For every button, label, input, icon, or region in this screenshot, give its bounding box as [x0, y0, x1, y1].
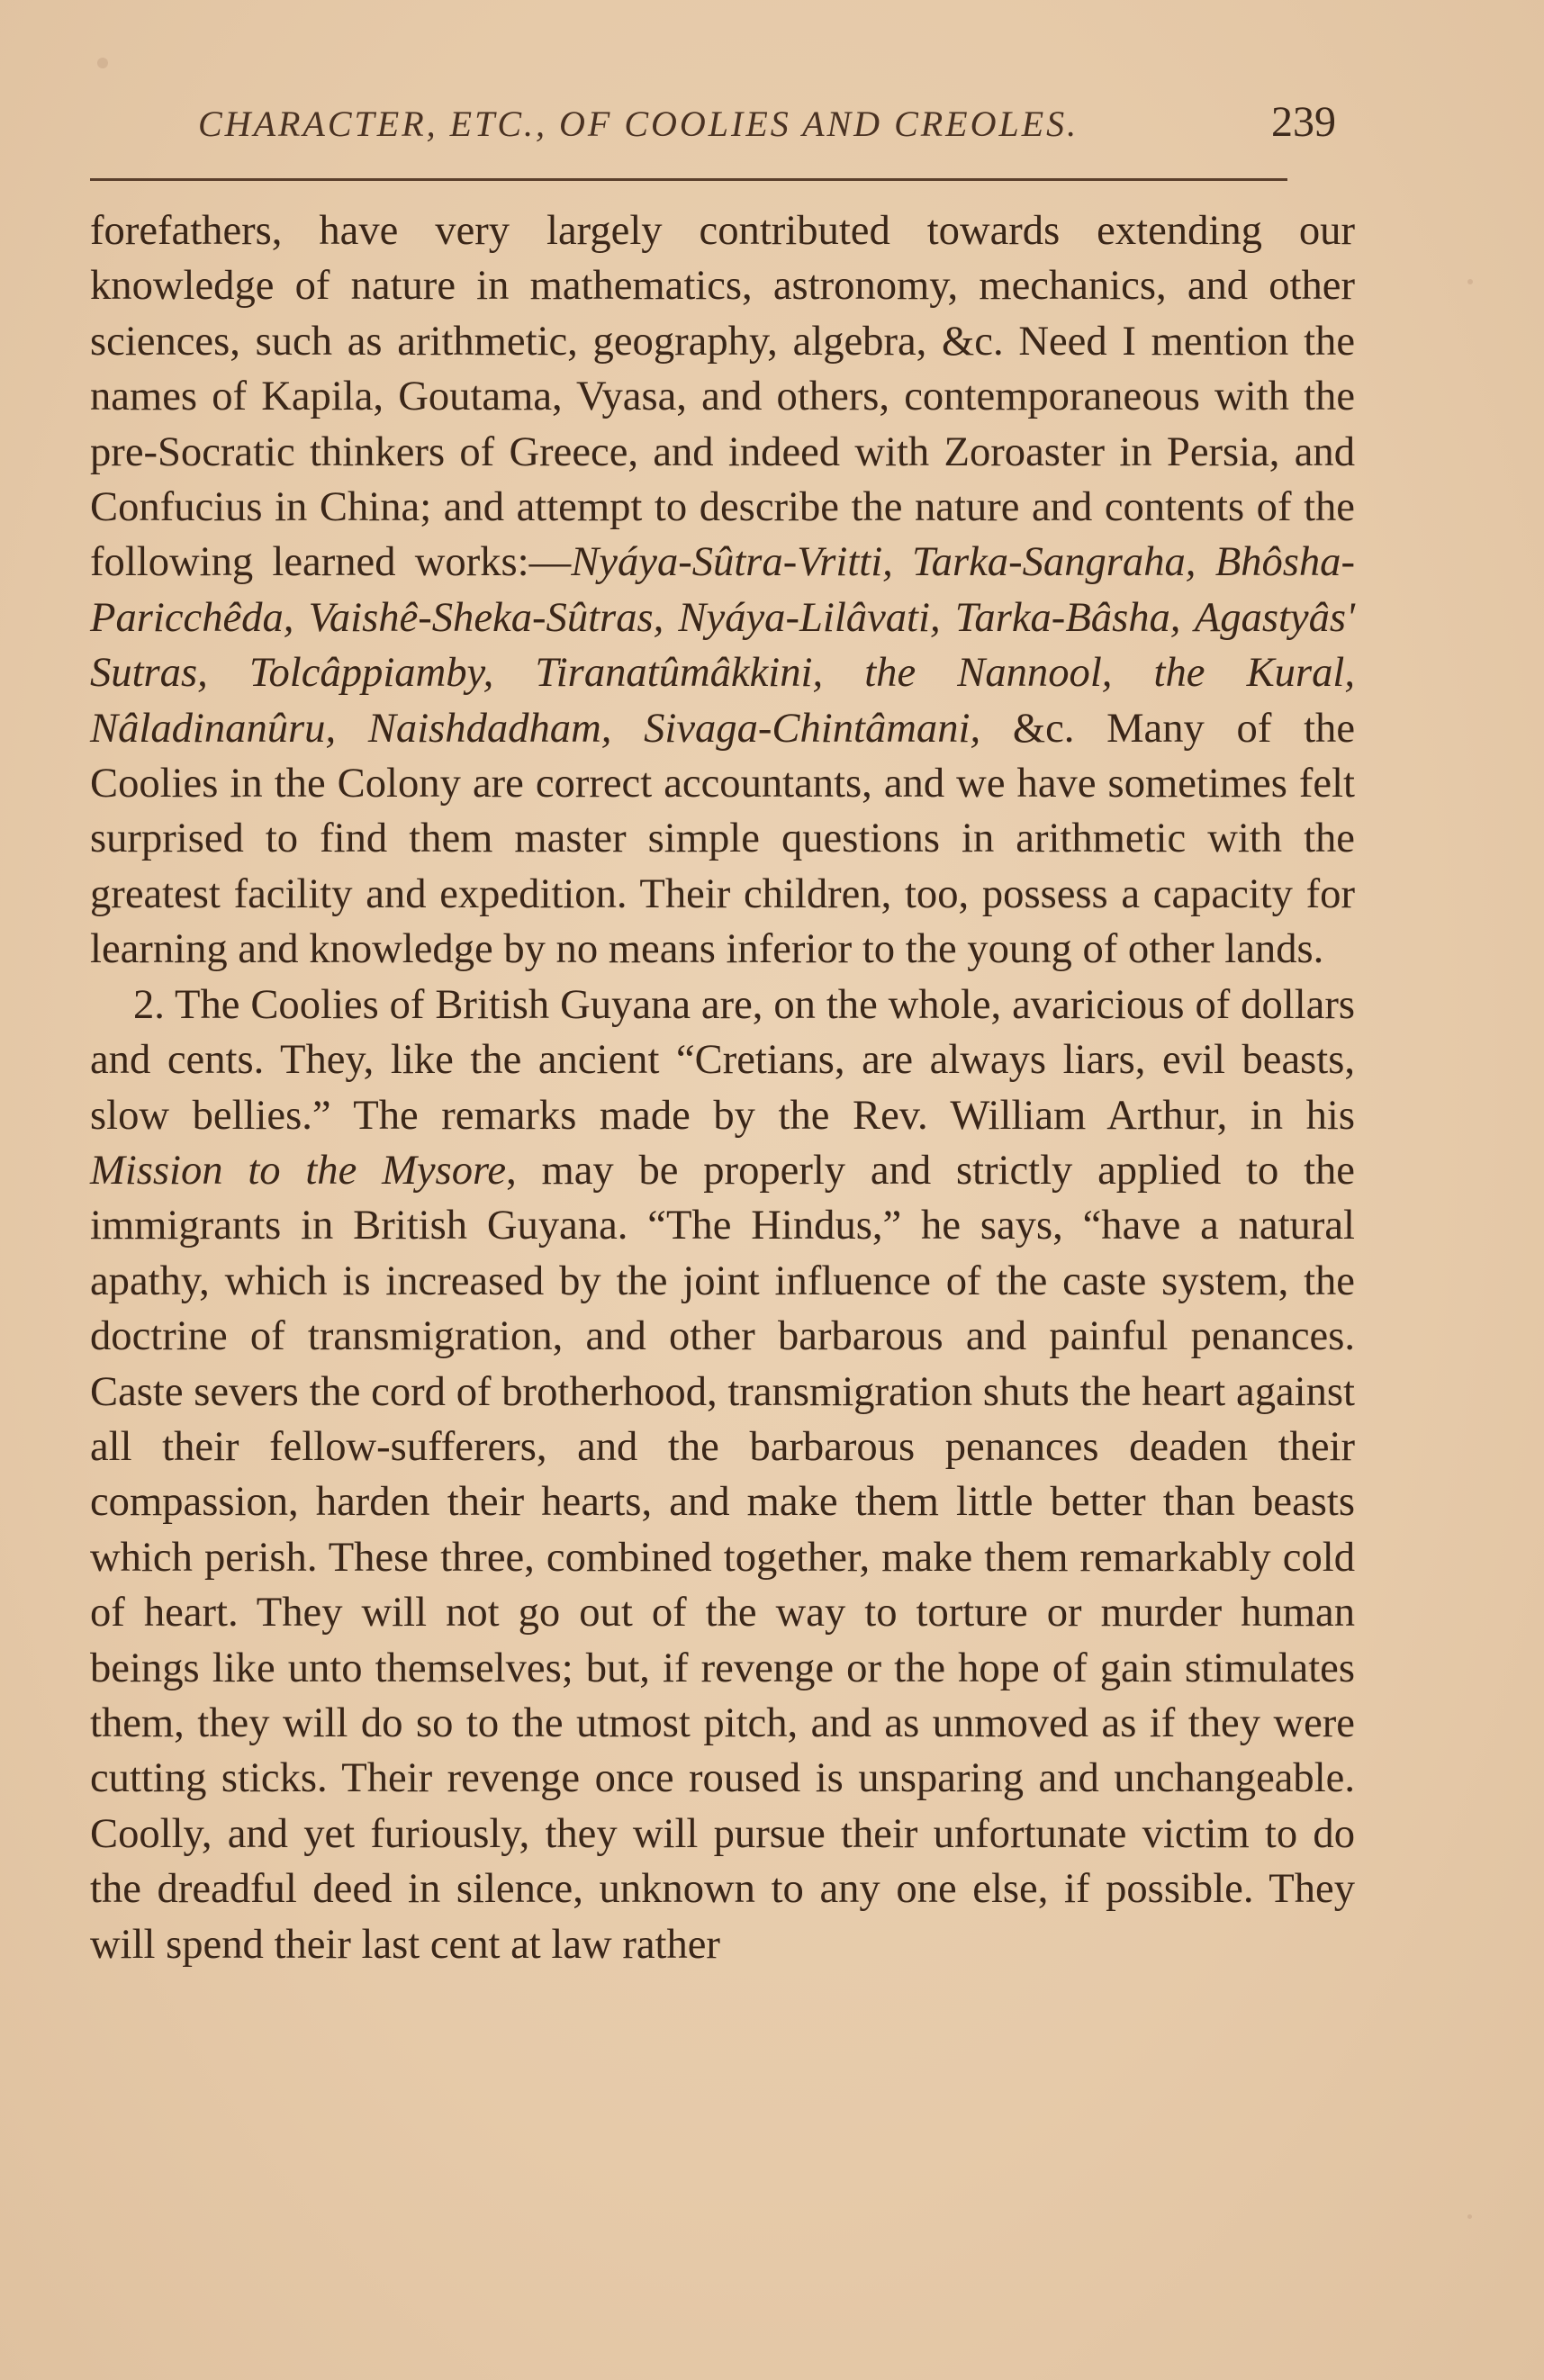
paragraph-2-continuation: , may be properly and strictly applied to the immigrants in British Guyana. “The Hindus,” he says, “have a natural apathy, which is increased by the joint influence of the caste system, the doctrine of transmigration, and other barbarous and painful penances. Caste severs the cord of brotherhood, transmigration shuts the heart against all their fellow-sufferers, and the barbarous penances deaden their compassion, harden their hearts, and make them little better than beasts which perish. These three, combined together, make them remarkably cold of heart. They will not go out of the way to torture or murder human beings like unto themselves; but, if revenge or the hope of gain stimulates them, they will do so to the utmost pitch, and as unmoved as if they were cutting sticks. Their revenge once roused is unsparing and unchangeable. Coolly, and yet furiously, they will pursue their unfortunate victim to do the dreadful deed in silence, unknown to any one else, if possible. They will spend their last cent at law rather [90, 1146, 1355, 1968]
body-text [90, 203, 1355, 1972]
paragraph-2 [90, 978, 1355, 1972]
paragraph-1 [90, 203, 1355, 978]
book-title: Mission to the Mysore [90, 1146, 507, 1194]
paper-speck [1467, 279, 1473, 284]
paragraph-2-text: 2. The Coolies of British Guyana are, on the whole, avaricious of dollars and cents. They, like the ancient “Cretians, are always liars, evil beasts, slow bellies.” The remarks made by the Rev. William Arthur, in his [90, 980, 1355, 1139]
paragraph-1-text: forefathers, have very largely contributed towards extending our knowledge of nature in mathematics, astronomy, mechanics, and other sciences, such as arithmetic, geography, algebra, &c. Need I mention the names of Kapila, Goutama, Vyasa, and others, contemporaneous with the pre-Socratic thinkers of Greece, and indeed with Zoroaster in Persia, and Confucius in China; and attempt to describe the nature and contents of the following learned works:— [90, 207, 1355, 586]
paragraph-1-continuation: &c. Many of the Coolies in the Colony are correct accountants, and we have sometimes felt surprised to find them master simple questions in arithmetic with the greatest facility and expedition. Their children, too, possess a capacity for learning and knowledge by no means inferior to the young of other lands. [90, 704, 1355, 973]
paper-speck [97, 58, 108, 68]
works-list: Nyáya-Sûtra-Vritti, Tarka-Sangraha, Bhôsha-Paricchêda, Vaishê-Sheka-Sûtras, Nyáya-Lilâvati, Tarka-Bâsha, Agastyâs' Sutras, Tolcâppiamby, Tiranatûmâkkini, the Nannool, the Kural, Nâladinanûru, Naishdadham, Sivaga-Chintâmani, [90, 538, 1355, 752]
running-head: CHARACTER, ETC., OF COOLIES AND CREOLES. [198, 104, 1079, 144]
page-header [90, 97, 1350, 169]
page-number: 239 [1271, 98, 1336, 146]
paper-speck [1467, 2214, 1472, 2219]
header-rule [90, 178, 1287, 181]
